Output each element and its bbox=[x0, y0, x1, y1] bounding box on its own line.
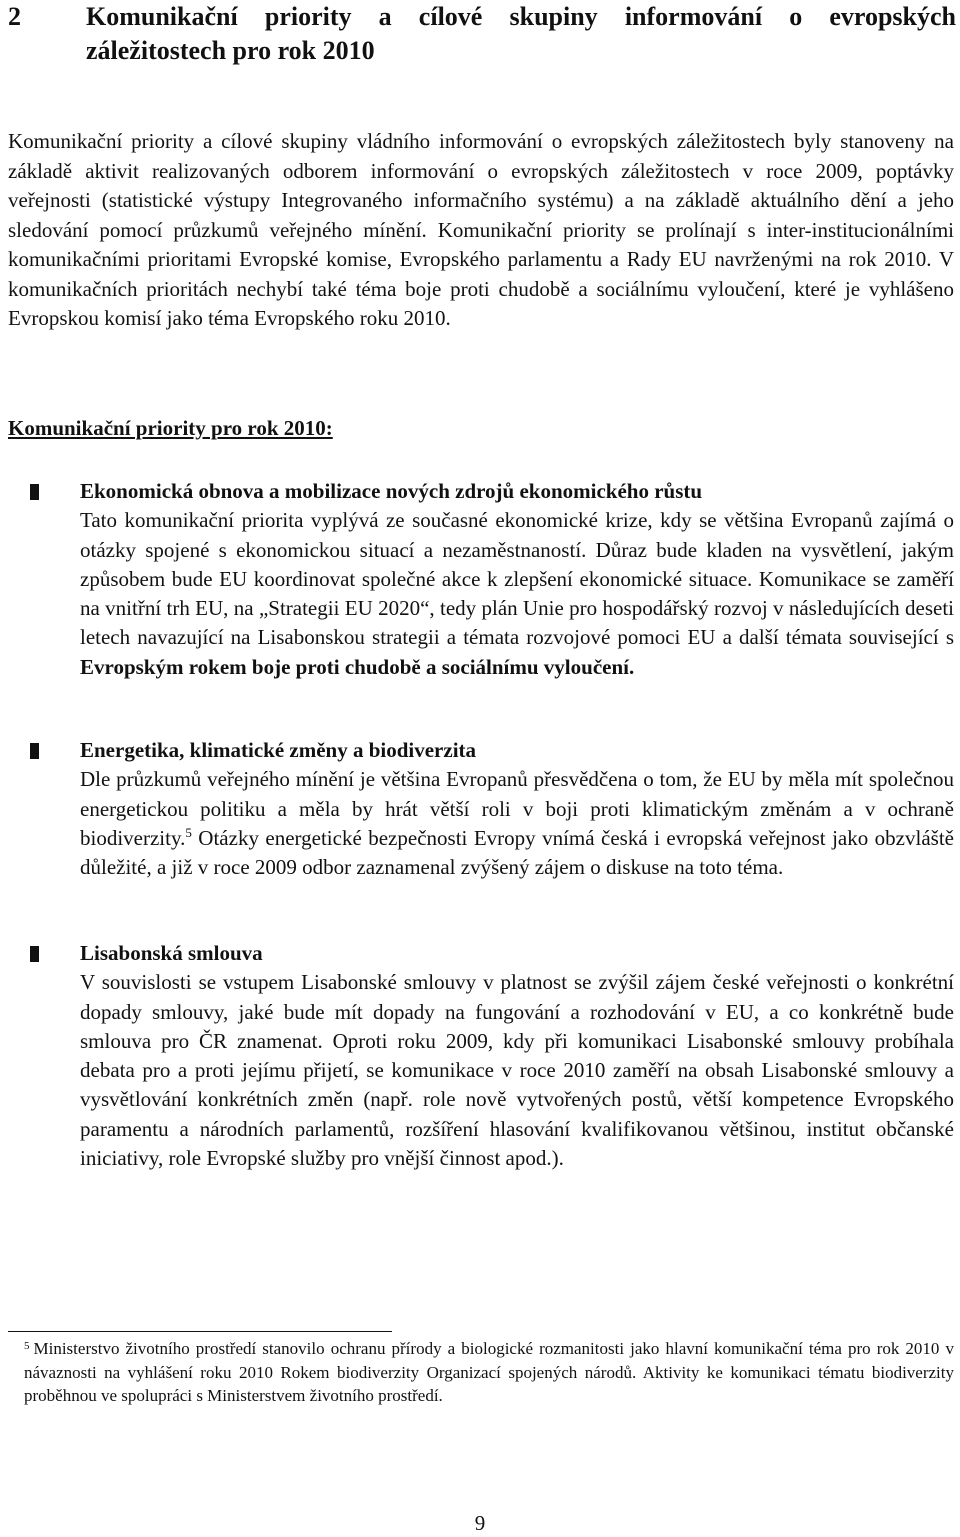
chapter-number: 2 bbox=[8, 2, 21, 31]
priority-body bbox=[80, 939, 954, 1173]
footnote-body bbox=[8, 1337, 954, 1408]
footnote-text: Ministerstvo životního prostředí stanovilo ochranu přírody a biologické rozmanitosti jako hlavní komunikační téma pro rok 2010 v návaznosti na vyhlášení roku 2010 Rokem biodiverzity Organizací spojených národů. Aktivity ke komunikaci tématu biodiverzity proběhnou ve spolupráci s Ministerstvem životního prostředí. bbox=[24, 1339, 954, 1405]
priority-title: Energetika, klimatické změny a biodiverzita bbox=[80, 738, 477, 762]
footnote bbox=[8, 1337, 954, 1408]
priority-text: Dle průzkumů veřejného mínění je většina Evropanů přesvědčena o tom, že EU by měla mít společnou energetickou politiku a měla by hrát větší roli v boji proti klimatickým změnám a v ochraně biodiverzity. bbox=[80, 767, 954, 850]
square-bullet-icon bbox=[30, 946, 39, 962]
footnote-reference[interactable]: 5 bbox=[185, 824, 192, 840]
priority-body bbox=[80, 477, 954, 682]
priority-text: Tato komunikační priorita vyplývá ze současné ekonomické krize, kdy se většina Evropanů zajímá o otázky spojené s ekonomickou situací a nezaměstnaností. Důraz bude kladen na vysvětlení, jakým způsobem bude EU koordinovat společné akce k zlepšení ekonomické situace. Komunikace se zaměří na vnitřní trh EU, na „Strategii EU 2020“, tedy plán Unie pro hospodářský rozvoj v následujících deseti letech navazující na Lisabonskou strategii a témata rozvojové pomoci EU a další témata související s bbox=[80, 508, 954, 650]
intro-paragraph: Komunikační priority a cílové skupiny vládního informování o evropských záležitostech byly stanoveny na základě aktivit realizovaných odborem informování o evropských záležitostech v roce 2009, poptávky veřejnosti (statistické výstupy Integrovaného informačního systému) a na základě aktuálního dění a jeho sledování pomocí průzkumů veřejného mínění. Komunikační priority se prolínají s inter-institucionálními komunikačními prioritami Evropské komise, Evropského parlamentu a Rady EU navrženými na rok 2010. V komunikačních prioritách nechybí také téma boje proti chudobě a sociálnímu vyloučení, které je vyhlášeno Evropskou komisí jako téma Evropského roku 2010. bbox=[8, 129, 954, 330]
priority-item-lisbon bbox=[8, 939, 954, 1173]
square-bullet-icon bbox=[30, 743, 39, 759]
page-number: 9 bbox=[474, 1511, 486, 1535]
chapter-title: Komunikační priority a cílové skupiny informování o evropských záležitostech pro rok 2010 bbox=[86, 2, 956, 65]
chapter-heading bbox=[8, 0, 956, 68]
priority-title: Ekonomická obnova a mobilizace nových zdrojů ekonomického růstu bbox=[80, 479, 703, 503]
priority-text-bold: Evropským rokem boje proti chudobě a sociálnímu vyloučení. bbox=[80, 654, 635, 679]
footnote-divider bbox=[8, 1331, 392, 1332]
intro-section bbox=[8, 127, 954, 334]
priority-item-economy bbox=[8, 477, 954, 682]
priority-item-energy bbox=[8, 736, 954, 882]
priority-body bbox=[80, 736, 954, 882]
square-bullet-icon bbox=[30, 484, 39, 500]
priority-text-continued: Otázky energetické bezpečnosti Evropy vnímá česká i evropská veřejnost jako obzvláště důležité, a již v roce 2009 odbor zaznamenal zvýšený zájem o diskuse na toto téma. bbox=[80, 825, 954, 880]
priorities-heading: Komunikační priority pro rok 2010: bbox=[8, 416, 333, 440]
priority-title: Lisabonská smlouva bbox=[80, 941, 263, 965]
footnote-mark: 5 bbox=[24, 1340, 30, 1352]
priority-text: V souvislosti se vstupem Lisabonské smlouvy v platnost se zvýšil zájem české veřejnosti o konkrétní dopady smlouvy, jaké bude mít dopady na fungování a rozhodování v EU, a co konkrétně bude smlouva pro ČR znamenat. Oproti roku 2009, kdy při komunikaci Lisabonské smlouvy probíhala debata pro a proti jejímu přijetí, se komunikace v roce 2010 zaměří na obsah Lisabonské smlouvy a vysvětlování konkrétních změn (např. role nově vytvořených postů, větší kompetence Evropského paramentu a národních parlamentů, rozšíření hlasování kvalifikovanou většinou, institut občanské iniciativy, role Evropské služby pro vnější činnost apod.). bbox=[80, 970, 954, 1171]
